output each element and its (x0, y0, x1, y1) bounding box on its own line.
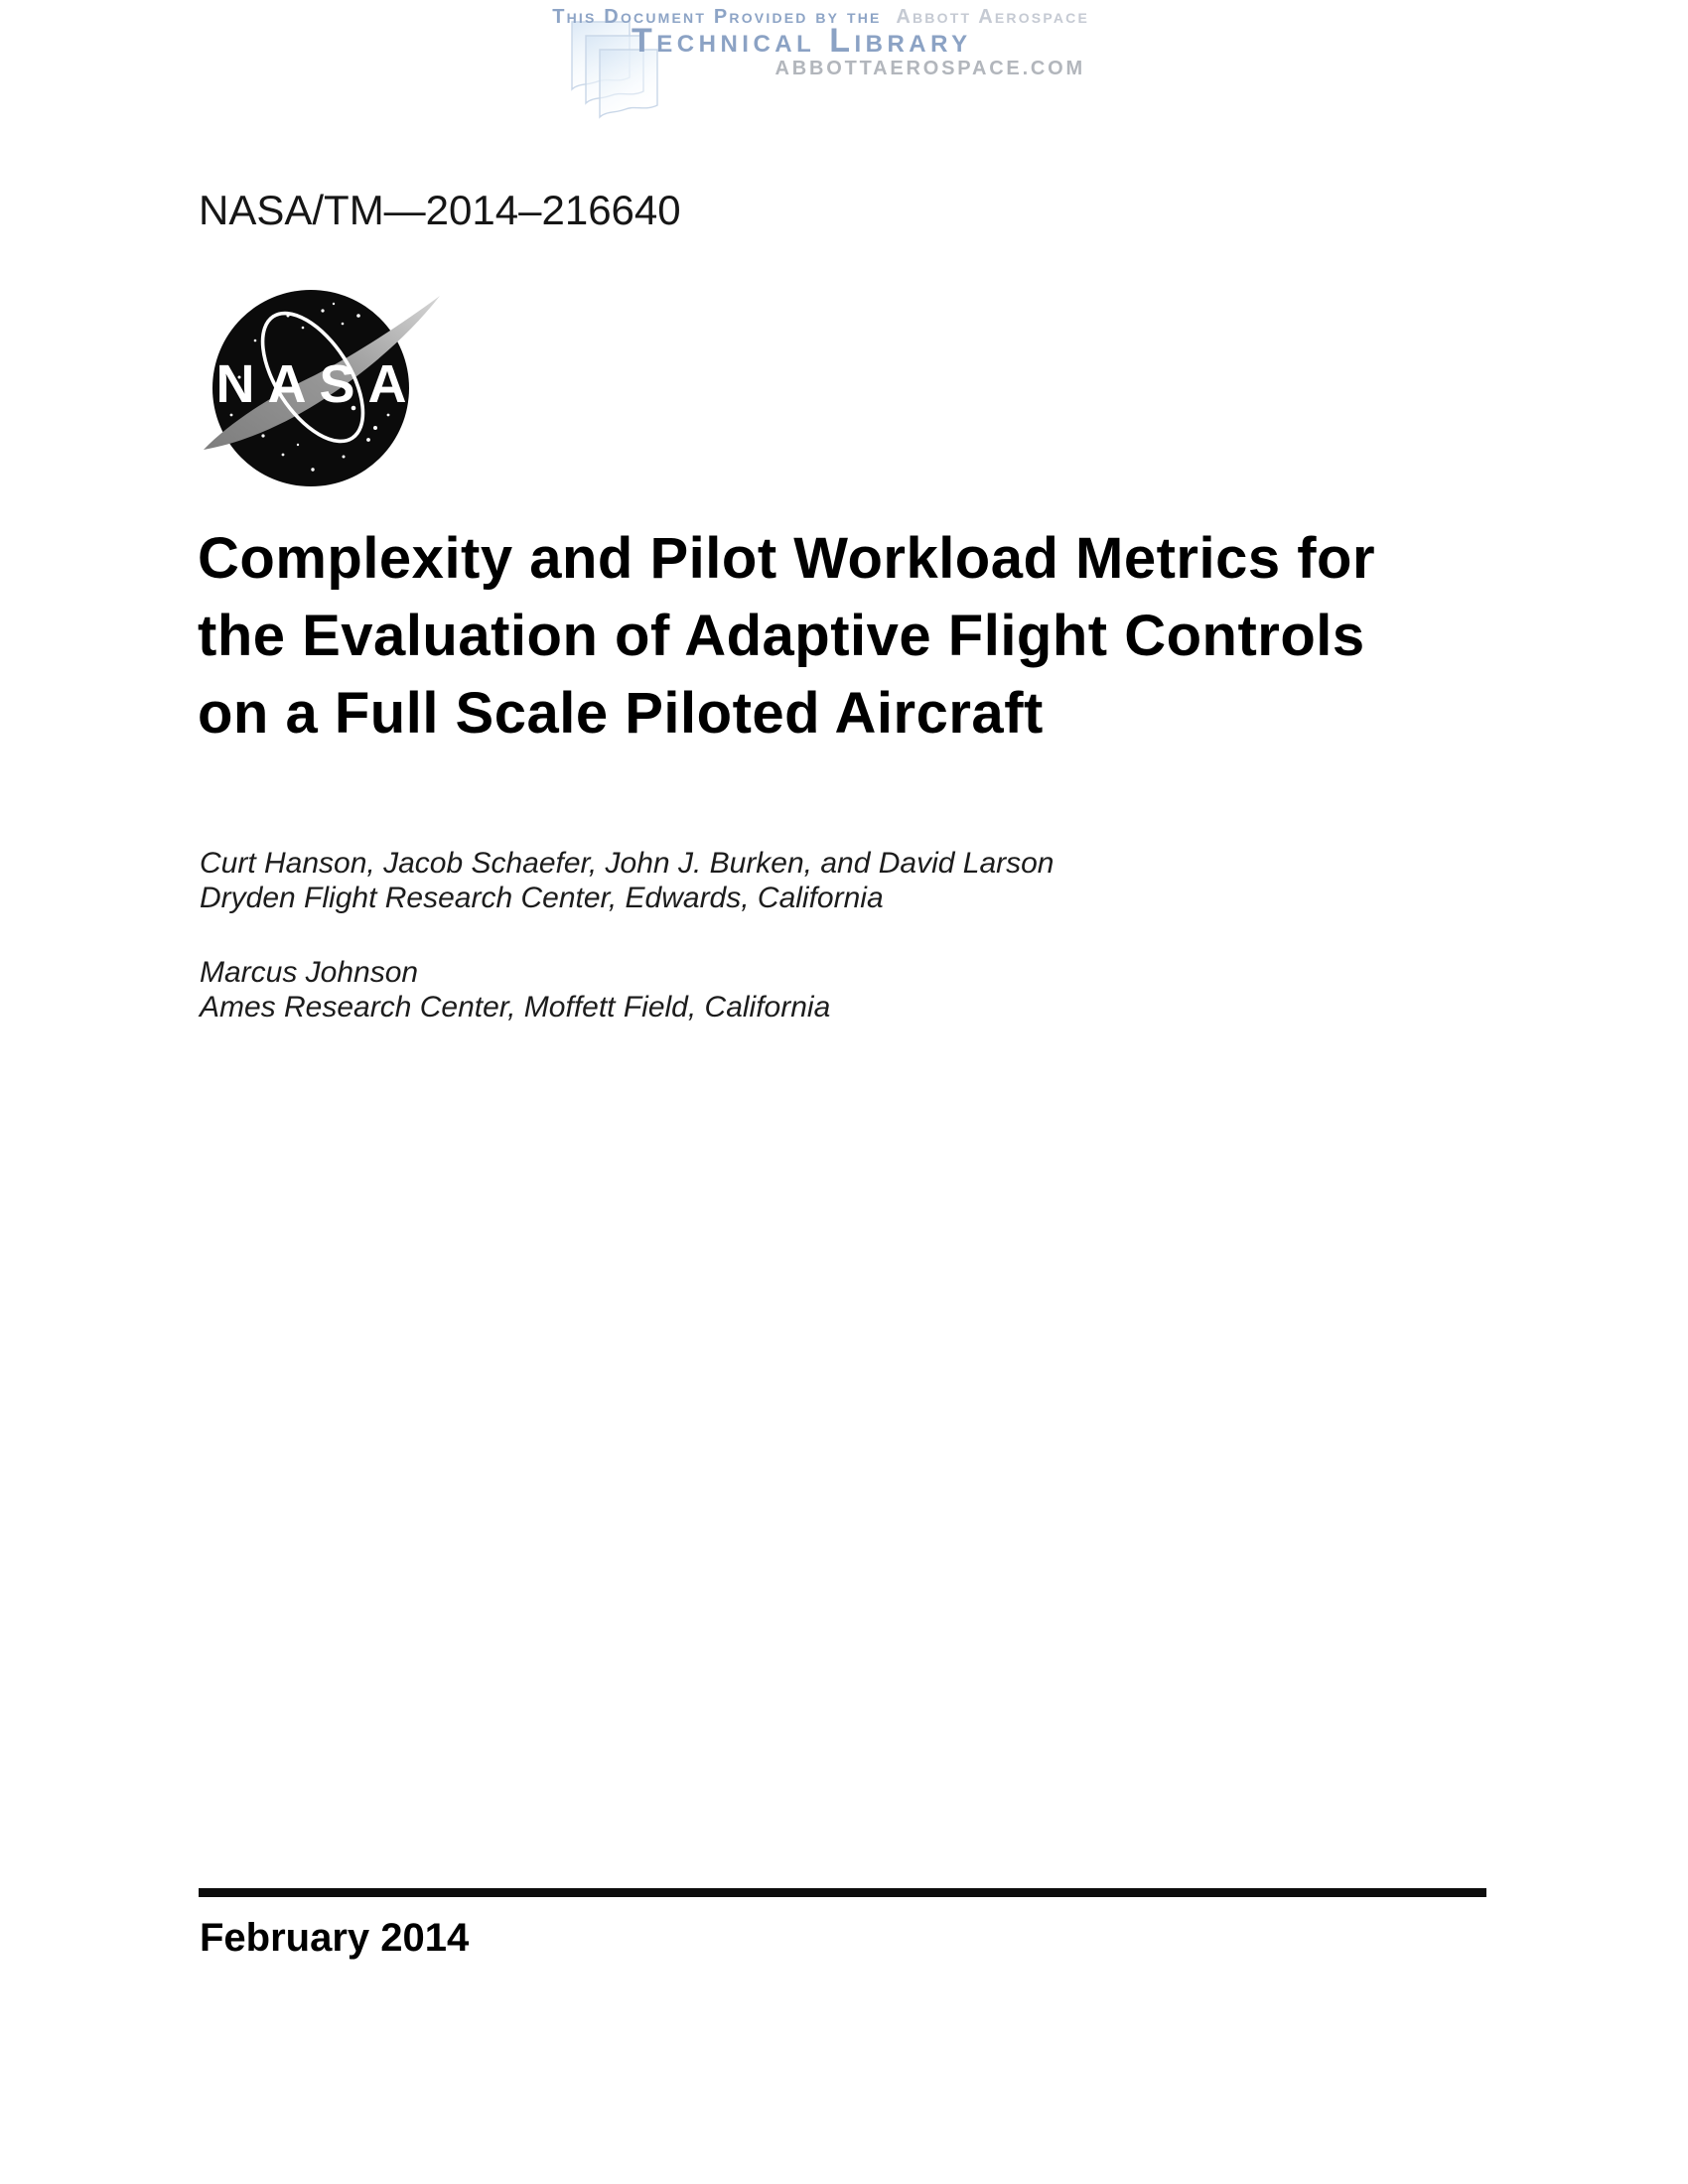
author-names: Marcus Johnson (200, 956, 419, 989)
author-names: Curt Hanson, Jacob Schaefer, John J. Burken, and David Larson (200, 847, 1055, 880)
watermark-library-title: Technical Library (632, 22, 972, 60)
authors-section (200, 846, 1055, 1024)
logo-wordmark: NASA (215, 354, 420, 414)
watermark-provided-by-text: This Document Provided by the (552, 6, 882, 28)
watermark-provider-name: Abbott Aerospace (896, 6, 1089, 28)
title-line-1: Complexity and Pilot Workload Metrics for (198, 526, 1376, 591)
author-block (200, 846, 1055, 915)
report-number: NASA/TM—2014–216640 (199, 187, 681, 233)
title-line-2: the Evaluation of Adaptive Flight Controls (198, 604, 1365, 668)
title-line-3: on a Full Scale Piloted Aircraft (198, 681, 1044, 746)
document-title (198, 520, 1375, 752)
publication-date: February 2014 (200, 1916, 470, 1960)
footer-rule (199, 1888, 1486, 1897)
nasa-meatball-logo (204, 286, 447, 489)
watermark-site-url: ABBOTTAEROSPACE.COM (774, 58, 1085, 79)
author-block (200, 955, 1055, 1024)
author-affiliation: Ames Research Center, Moffett Field, California (200, 991, 831, 1024)
author-affiliation: Dryden Flight Research Center, Edwards, California (200, 882, 884, 914)
